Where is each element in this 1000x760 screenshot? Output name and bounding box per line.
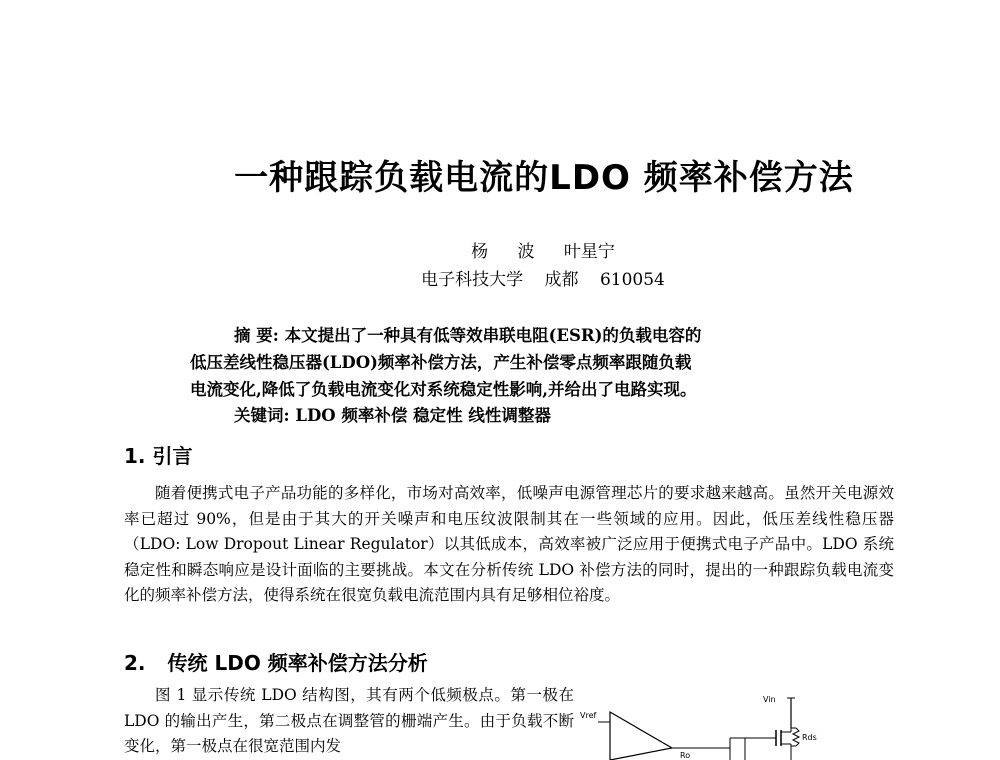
affiliation-postcode: 610054 <box>599 270 665 290</box>
authors: 杨 波 叶星宁 <box>471 242 615 262</box>
abstract-line-3: 电流变化,降低了负载电流变化对系统稳定性影响,并给出了电路实现。 <box>190 380 697 399</box>
abstract-line-2: 低压差线性稳压器(LDO)频率补偿方法，产生补偿零点频率跟随负载 <box>190 353 692 372</box>
section-1-body: 随着便携式电子产品功能的多样化，市场对高效率，低噪声电源管理芯片的要求越来越高。虽然开关电源效率已超过 90%，但是由于其大的开关噪声和电压纹波限制其在一些领域的应用。因此，低压差线性稳压器（LDO: Low Dropout Linear Regulator）以其低成本，高效率被广泛应用于便携式电子产品中。LDO 系统稳定性和瞬态响应是设计面临的主要挑战。本文在分析传统 LDO 补偿方法的同时，提出的一种跟踪负载电流变化的频率补偿方法，使得系统在很宽负载电流范围内具有足够相位裕度。 <box>124 484 894 604</box>
section-2-body: 图 1 显示传统 LDO 结构图，其有两个低频极点。第一极在 LDO 的输出产生，第二极点在调整管的栅端产生。由于负载不断变化，第一极点在很宽范围内发 <box>124 686 574 755</box>
figure-label-vref: Vref <box>580 711 597 720</box>
figure-label-rds: Rds <box>802 733 817 742</box>
affiliation <box>0 265 1000 290</box>
keywords-label: 关键词: <box>234 406 290 425</box>
abstract-label: 摘 要: <box>234 326 279 345</box>
figure-label-vin: Vin <box>763 695 776 704</box>
abstract-line-1-text: 本文提出了一种具有低等效串联电阻(ESR)的负载电容的 <box>284 326 702 345</box>
abstract-line-1 <box>190 322 830 349</box>
keywords <box>234 402 551 426</box>
paper-title: 一种跟踪负载电流的LDO 频率补偿方法 <box>234 158 854 198</box>
section-1-heading: 1. 引言 <box>124 444 193 468</box>
error-amplifier <box>610 712 672 760</box>
section-2-heading <box>124 647 428 676</box>
affiliation-city: 成都 <box>544 270 579 290</box>
rds-resistor <box>793 728 799 746</box>
figure-1-ldo-schematic <box>580 690 840 760</box>
abstract <box>190 322 830 403</box>
figure-label-ro: Ro <box>680 751 691 760</box>
section-2-number: 2. <box>124 651 146 675</box>
keywords-text: LDO 频率补偿 稳定性 线性调整器 <box>295 406 551 425</box>
section-2-title: 传统 LDO 频率补偿方法分析 <box>167 651 428 675</box>
affiliation-university: 电子科技大学 <box>421 270 524 290</box>
